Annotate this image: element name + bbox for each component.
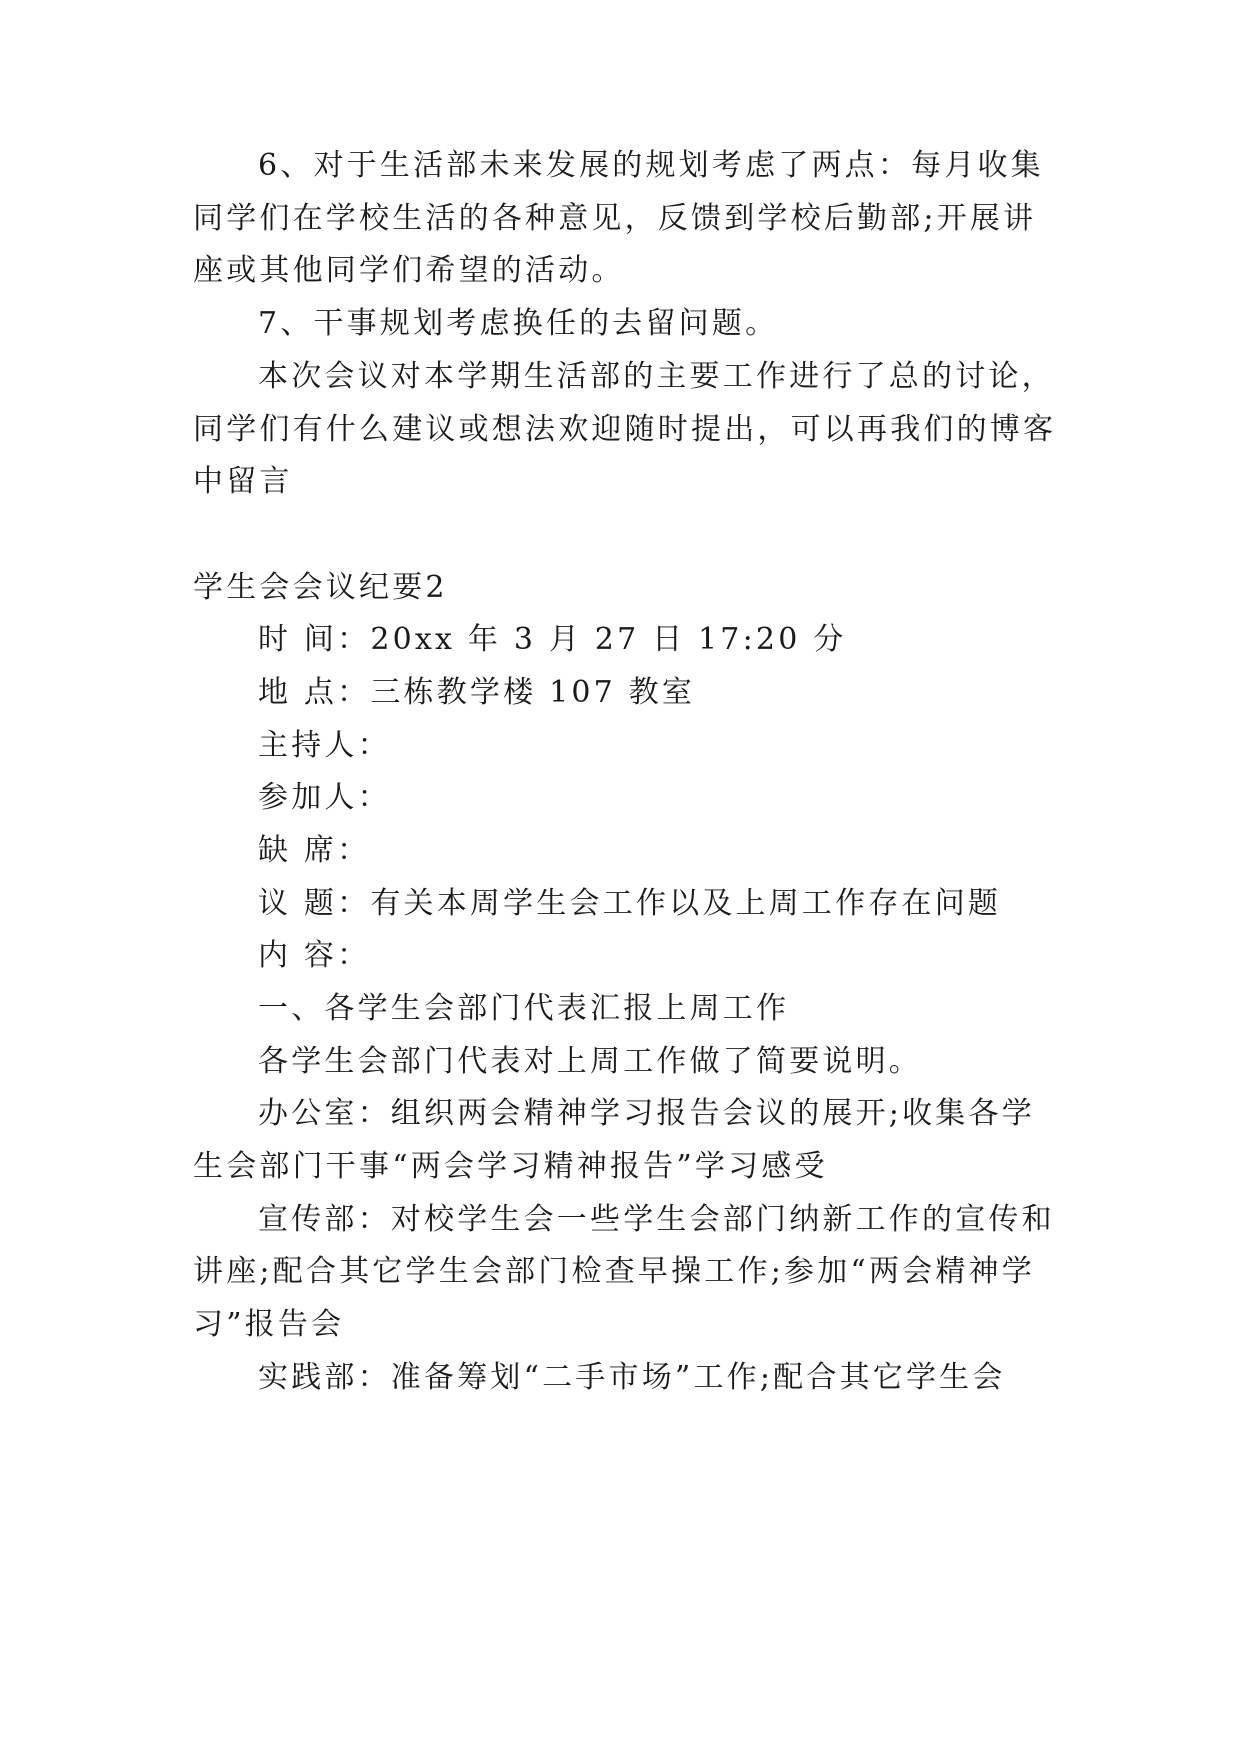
meeting-topic: 议 题：有关本周学生会工作以及上周工作存在问题 <box>258 886 1002 921</box>
item-6-line-3: 座或其他同学们希望的活动。 <box>193 253 625 288</box>
part-1-intro: 各学生会部门代表对上周工作做了简要说明。 <box>258 1044 922 1079</box>
item-6-line-1: 6、对于生活部未来发展的规划考虑了两点：每月收集 <box>258 148 1044 183</box>
meeting-time: 时 间：20xx 年 3 月 27 日 17:20 分 <box>258 622 847 657</box>
section-title: 学生会会议纪要2 <box>193 570 448 605</box>
content-label: 内 容： <box>258 938 371 973</box>
publicity-report-line-3: 习”报告会 <box>193 1307 345 1342</box>
publicity-report-line-1: 宣传部：对校学生会一些学生会部门纳新工作的宣传和 <box>258 1202 1055 1237</box>
item-7: 7、干事规划考虑换任的去留问题。 <box>258 306 779 341</box>
office-report-line-2: 生会部门干事“两会学习精神报告”学习感受 <box>193 1149 828 1184</box>
meeting-host: 主持人： <box>258 728 391 763</box>
summary-line-2: 同学们有什么建议或想法欢迎随时提出，可以再我们的博客 <box>193 412 1057 447</box>
part-1-heading: 一、各学生会部门代表汇报上周工作 <box>258 991 790 1026</box>
meeting-participants: 参加人： <box>258 780 391 815</box>
summary-line-3: 中留言 <box>193 464 293 499</box>
summary-line-1: 本次会议对本学期生活部的主要工作进行了总的讨论， <box>258 359 1055 394</box>
meeting-place: 地 点：三栋教学楼 107 教室 <box>258 675 696 710</box>
meeting-absent: 缺 席： <box>258 833 371 868</box>
item-6-line-2: 同学们在学校生活的各种意见，反馈到学校后勤部;开展讲 <box>193 201 1037 236</box>
practice-report-line-1: 实践部：准备筹划“二手市场”工作;配合其它学生会 <box>258 1360 1006 1395</box>
office-report-line-1: 办公室：组织两会精神学习报告会议的展开;收集各学 <box>258 1096 1035 1131</box>
publicity-report-line-2: 讲座;配合其它学生会部门检查早操工作;参加“两会精神学 <box>193 1254 1035 1289</box>
